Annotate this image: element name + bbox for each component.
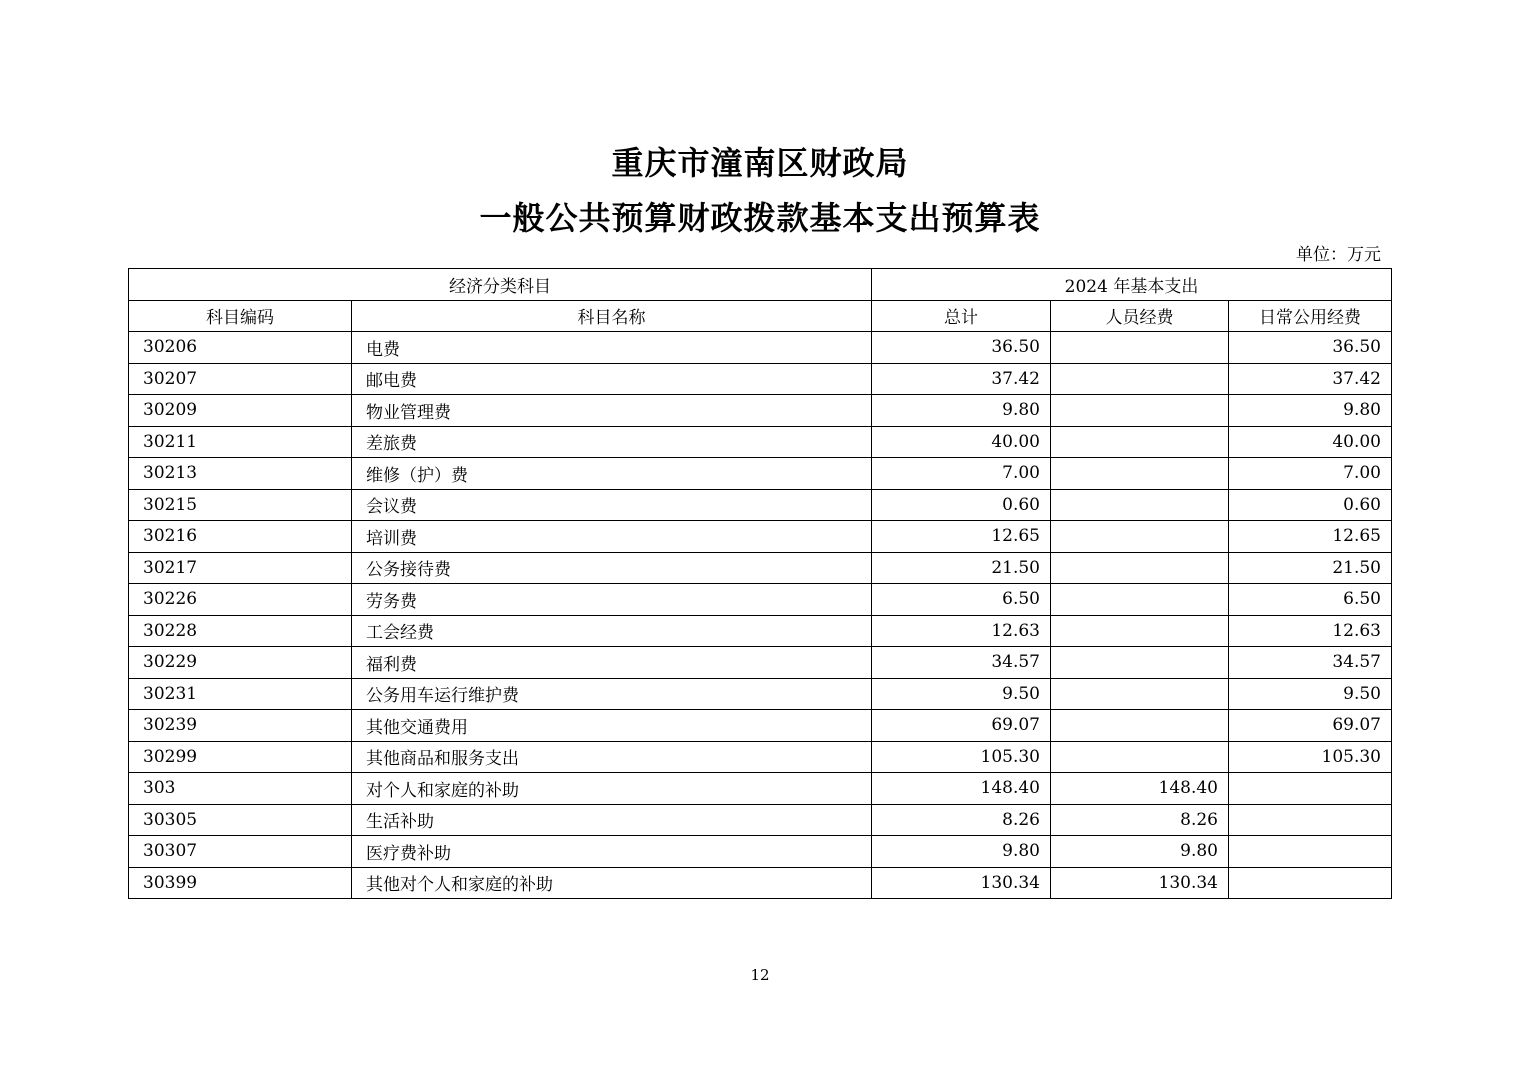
row-personnel	[1051, 741, 1229, 773]
group-header-expenditure: 2024 年基本支出	[872, 269, 1392, 301]
row-total: 105.30	[872, 741, 1051, 773]
row-public: 7.00	[1229, 458, 1392, 490]
table-row	[129, 773, 1392, 805]
row-code: 30307	[129, 836, 352, 868]
row-total: 8.26	[872, 804, 1051, 836]
row-code: 30231	[129, 678, 352, 710]
row-code: 30206	[129, 332, 352, 364]
row-name: 其他交通费用	[352, 710, 872, 742]
column-header-total: 总计	[872, 300, 1051, 332]
row-personnel: 148.40	[1051, 773, 1229, 805]
row-name: 邮电费	[352, 363, 872, 395]
column-header-personnel: 人员经费	[1051, 300, 1229, 332]
row-personnel	[1051, 458, 1229, 490]
row-public: 0.60	[1229, 489, 1392, 521]
row-name: 其他对个人和家庭的补助	[352, 867, 872, 899]
table-row	[129, 804, 1392, 836]
row-name: 对个人和家庭的补助	[352, 773, 872, 805]
row-public: 36.50	[1229, 332, 1392, 364]
row-code: 30228	[129, 615, 352, 647]
row-name: 会议费	[352, 489, 872, 521]
table-row	[129, 584, 1392, 616]
column-header-public: 日常公用经费	[1229, 300, 1392, 332]
row-code: 303	[129, 773, 352, 805]
table-row	[129, 426, 1392, 458]
row-code: 30213	[129, 458, 352, 490]
row-public: 105.30	[1229, 741, 1392, 773]
row-public: 34.57	[1229, 647, 1392, 679]
table-row	[129, 489, 1392, 521]
row-name: 公务用车运行维护费	[352, 678, 872, 710]
column-header-code: 科目编码	[129, 300, 352, 332]
group-header-classification: 经济分类科目	[129, 269, 872, 301]
row-public: 12.63	[1229, 615, 1392, 647]
row-personnel	[1051, 678, 1229, 710]
table-row	[129, 363, 1392, 395]
row-personnel	[1051, 647, 1229, 679]
table-row	[129, 647, 1392, 679]
row-name: 劳务费	[352, 584, 872, 616]
table-row	[129, 458, 1392, 490]
page-number: 12	[750, 966, 770, 984]
table-row	[129, 521, 1392, 553]
row-public	[1229, 773, 1392, 805]
row-name: 差旅费	[352, 426, 872, 458]
row-code: 30229	[129, 647, 352, 679]
row-total: 37.42	[872, 363, 1051, 395]
table-row	[129, 678, 1392, 710]
row-name: 福利费	[352, 647, 872, 679]
row-public	[1229, 867, 1392, 899]
row-public: 69.07	[1229, 710, 1392, 742]
column-header-name: 科目名称	[352, 300, 872, 332]
row-personnel: 8.26	[1051, 804, 1229, 836]
row-personnel	[1051, 710, 1229, 742]
row-public: 6.50	[1229, 584, 1392, 616]
row-code: 30299	[129, 741, 352, 773]
row-public	[1229, 804, 1392, 836]
table-row	[129, 867, 1392, 899]
row-code: 30216	[129, 521, 352, 553]
row-total: 36.50	[872, 332, 1051, 364]
row-total: 9.80	[872, 395, 1051, 427]
table-row	[129, 395, 1392, 427]
row-total: 130.34	[872, 867, 1051, 899]
row-personnel: 9.80	[1051, 836, 1229, 868]
row-code: 30217	[129, 552, 352, 584]
row-public	[1229, 836, 1392, 868]
row-name: 工会经费	[352, 615, 872, 647]
row-code: 30209	[129, 395, 352, 427]
row-total: 40.00	[872, 426, 1051, 458]
row-personnel	[1051, 395, 1229, 427]
row-total: 0.60	[872, 489, 1051, 521]
budget-table	[128, 268, 1392, 899]
column-header-row	[129, 300, 1392, 332]
row-public: 9.80	[1229, 395, 1392, 427]
row-code: 30207	[129, 363, 352, 395]
row-personnel	[1051, 363, 1229, 395]
row-total: 9.80	[872, 836, 1051, 868]
row-name: 电费	[352, 332, 872, 364]
row-name: 公务接待费	[352, 552, 872, 584]
row-code: 30215	[129, 489, 352, 521]
row-name: 医疗费补助	[352, 836, 872, 868]
row-total: 9.50	[872, 678, 1051, 710]
row-code: 30211	[129, 426, 352, 458]
row-total: 21.50	[872, 552, 1051, 584]
row-name: 生活补助	[352, 804, 872, 836]
row-public: 37.42	[1229, 363, 1392, 395]
row-total: 34.57	[872, 647, 1051, 679]
row-name: 其他商品和服务支出	[352, 741, 872, 773]
row-name: 培训费	[352, 521, 872, 553]
row-total: 69.07	[872, 710, 1051, 742]
row-personnel	[1051, 489, 1229, 521]
page-subtitle: 一般公共预算财政拨款基本支出预算表	[479, 199, 1041, 237]
table-row	[129, 552, 1392, 584]
row-code: 30239	[129, 710, 352, 742]
table-row	[129, 615, 1392, 647]
table-row	[129, 741, 1392, 773]
table-row	[129, 836, 1392, 868]
row-personnel	[1051, 584, 1229, 616]
table-row	[129, 332, 1392, 364]
row-total: 12.63	[872, 615, 1051, 647]
row-code: 30399	[129, 867, 352, 899]
table-row	[129, 710, 1392, 742]
group-header-row	[129, 269, 1392, 301]
row-code: 30226	[129, 584, 352, 616]
row-public: 40.00	[1229, 426, 1392, 458]
row-personnel	[1051, 332, 1229, 364]
row-code: 30305	[129, 804, 352, 836]
row-personnel	[1051, 552, 1229, 584]
row-public: 21.50	[1229, 552, 1392, 584]
row-public: 9.50	[1229, 678, 1392, 710]
row-total: 148.40	[872, 773, 1051, 805]
row-personnel	[1051, 615, 1229, 647]
row-total: 7.00	[872, 458, 1051, 490]
row-personnel: 130.34	[1051, 867, 1229, 899]
row-personnel	[1051, 426, 1229, 458]
row-name: 维修（护）费	[352, 458, 872, 490]
row-name: 物业管理费	[352, 395, 872, 427]
row-public: 12.65	[1229, 521, 1392, 553]
unit-label: 单位：万元	[1296, 245, 1381, 265]
page-title: 重庆市潼南区财政局	[611, 144, 909, 182]
row-personnel	[1051, 521, 1229, 553]
row-total: 6.50	[872, 584, 1051, 616]
row-total: 12.65	[872, 521, 1051, 553]
